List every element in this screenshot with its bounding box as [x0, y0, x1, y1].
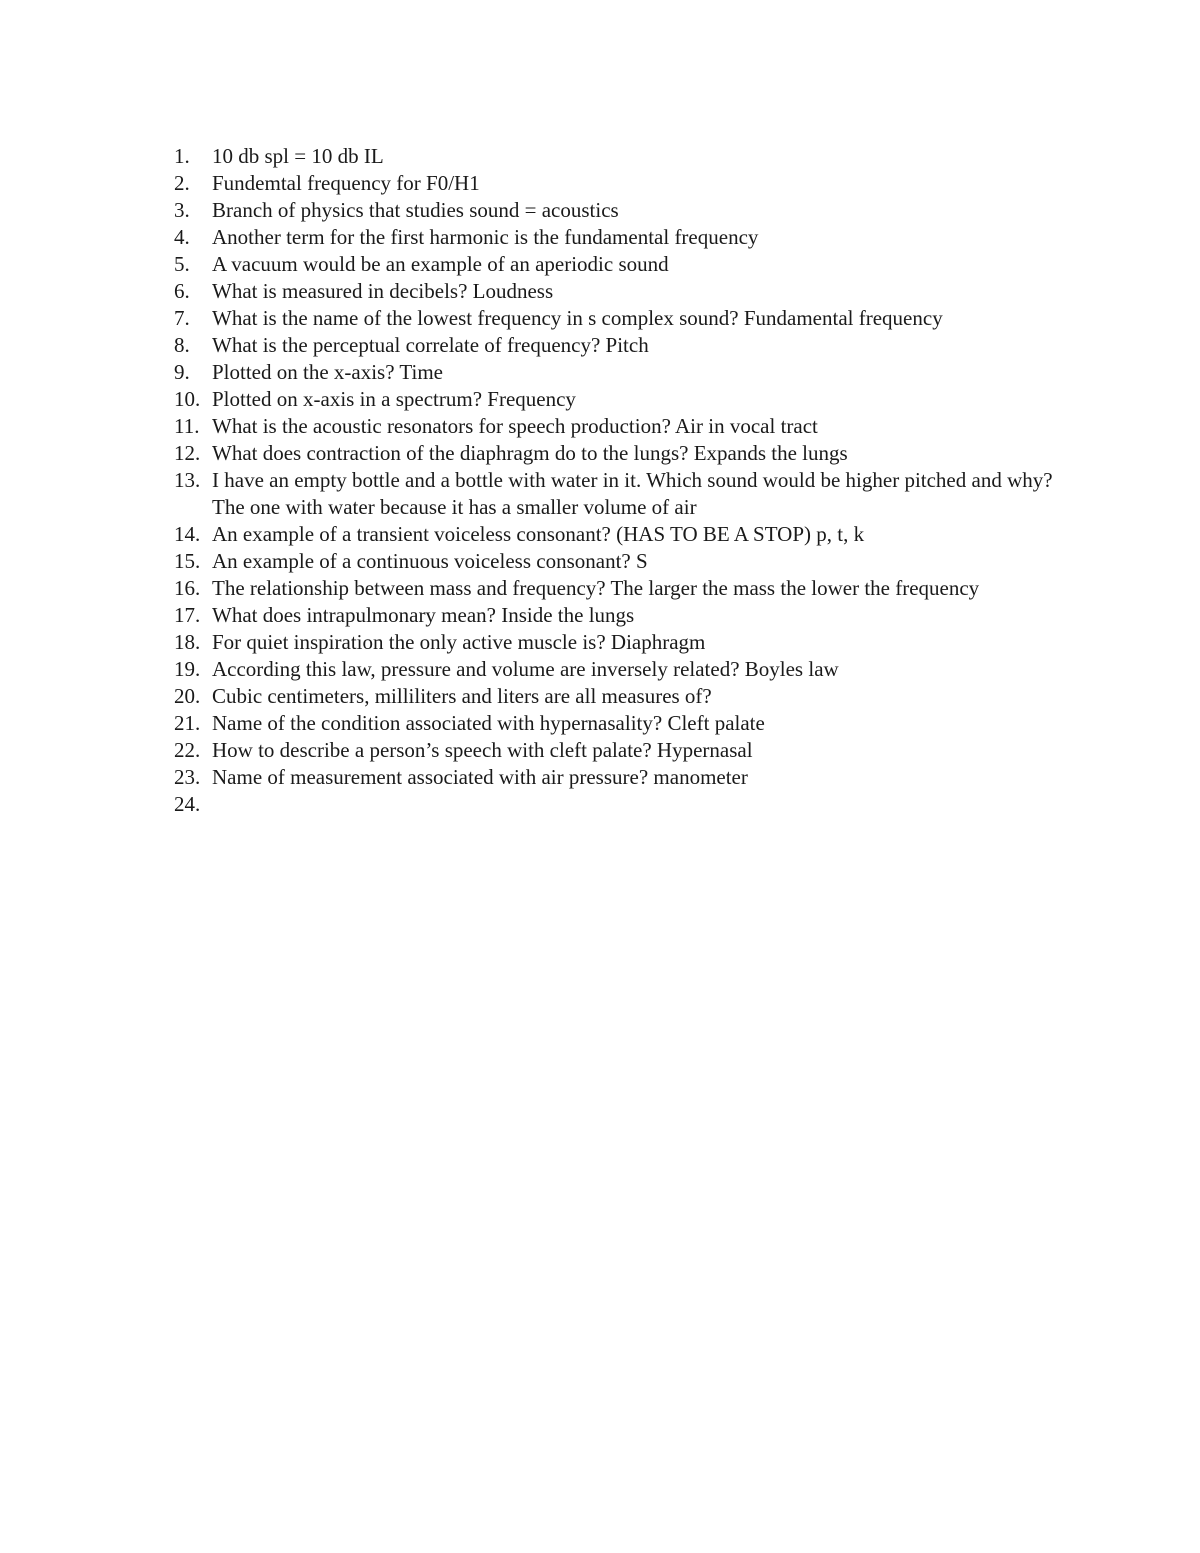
list-item [160, 764, 1070, 791]
item-number: 3. [174, 198, 190, 222]
list-item [160, 170, 1070, 197]
item-text: What is the perceptual correlate of frequency? Pitch [212, 333, 649, 357]
item-number: 9. [174, 360, 190, 384]
item-text: For quiet inspiration the only active muscle is? Diaphragm [212, 630, 706, 654]
list-item [160, 656, 1070, 683]
list-item [160, 224, 1070, 251]
item-text: What does intrapulmonary mean? Inside the lungs [212, 603, 635, 627]
list-item [160, 440, 1070, 467]
list-item [160, 251, 1070, 278]
item-number: 7. [174, 306, 190, 330]
item-number: 1. [174, 144, 190, 168]
item-text: I have an empty bottle and a bottle with water in it. Which sound would be higher pitched and why? The one with water because it has a smaller volume of air [212, 468, 1053, 519]
item-number: 20. [174, 684, 201, 708]
item-number: 11. [174, 414, 200, 438]
item-number: 14. [174, 522, 201, 546]
item-number: 5. [174, 252, 190, 276]
item-text: Cubic centimeters, milliliters and liters are all measures of? [212, 684, 712, 708]
list-item [160, 710, 1070, 737]
item-number: 15. [174, 549, 201, 573]
list-item [160, 386, 1070, 413]
item-number: 22. [174, 738, 201, 762]
list-item [160, 548, 1070, 575]
item-text: Another term for the first harmonic is the fundamental frequency [212, 225, 759, 249]
list-item [160, 521, 1070, 548]
list-item [160, 359, 1070, 386]
list-item [160, 143, 1070, 170]
item-number: 13. [174, 468, 201, 492]
item-text: A vacuum would be an example of an aperiodic sound [212, 252, 669, 276]
list-item [160, 278, 1070, 305]
item-number: 8. [174, 333, 190, 357]
list-item [160, 575, 1070, 602]
list-item [160, 305, 1070, 332]
item-number: 17. [174, 603, 201, 627]
item-number: 23. [174, 765, 201, 789]
item-text: How to describe a person’s speech with cleft palate? Hypernasal [212, 738, 753, 762]
item-text: What is the acoustic resonators for speech production? Air in vocal tract [212, 414, 818, 438]
list-item [160, 467, 1070, 521]
list-item [160, 602, 1070, 629]
item-text: What does contraction of the diaphragm do to the lungs? Expands the lungs [212, 441, 848, 465]
item-number: 12. [174, 441, 201, 465]
item-text: According this law, pressure and volume are inversely related? Boyles law [212, 657, 839, 681]
item-number: 24. [174, 792, 201, 816]
item-text: What is the name of the lowest frequency in s complex sound? Fundamental frequency [212, 306, 943, 330]
item-text: An example of a transient voiceless consonant? (HAS TO BE A STOP) p, t, k [212, 522, 865, 546]
item-number: 2. [174, 171, 190, 195]
item-number: 4. [174, 225, 190, 249]
list-item [160, 737, 1070, 764]
item-text: Plotted on the x-axis? Time [212, 360, 443, 384]
item-text: Name of the condition associated with hypernasality? Cleft palate [212, 711, 765, 735]
item-text: Plotted on x-axis in a spectrum? Frequency [212, 387, 576, 411]
item-text: 10 db spl = 10 db IL [212, 144, 384, 168]
question-answer-list [160, 143, 1070, 818]
item-number: 21. [174, 711, 201, 735]
list-item [160, 413, 1070, 440]
item-number: 6. [174, 279, 190, 303]
list-item [160, 629, 1070, 656]
list-item [160, 332, 1070, 359]
item-text: Fundemtal frequency for F0/H1 [212, 171, 480, 195]
item-number: 16. [174, 576, 201, 600]
item-number: 18. [174, 630, 201, 654]
item-text: The relationship between mass and frequency? The larger the mass the lower the frequency [212, 576, 980, 600]
item-text: An example of a continuous voiceless consonant? S [212, 549, 648, 573]
list-item [160, 791, 1070, 818]
item-text: Branch of physics that studies sound = acoustics [212, 198, 619, 222]
item-text: What is measured in decibels? Loudness [212, 279, 554, 303]
item-number: 10. [174, 387, 201, 411]
item-number: 19. [174, 657, 201, 681]
list-item [160, 683, 1070, 710]
list-item [160, 197, 1070, 224]
item-text: Name of measurement associated with air pressure? manometer [212, 765, 748, 789]
